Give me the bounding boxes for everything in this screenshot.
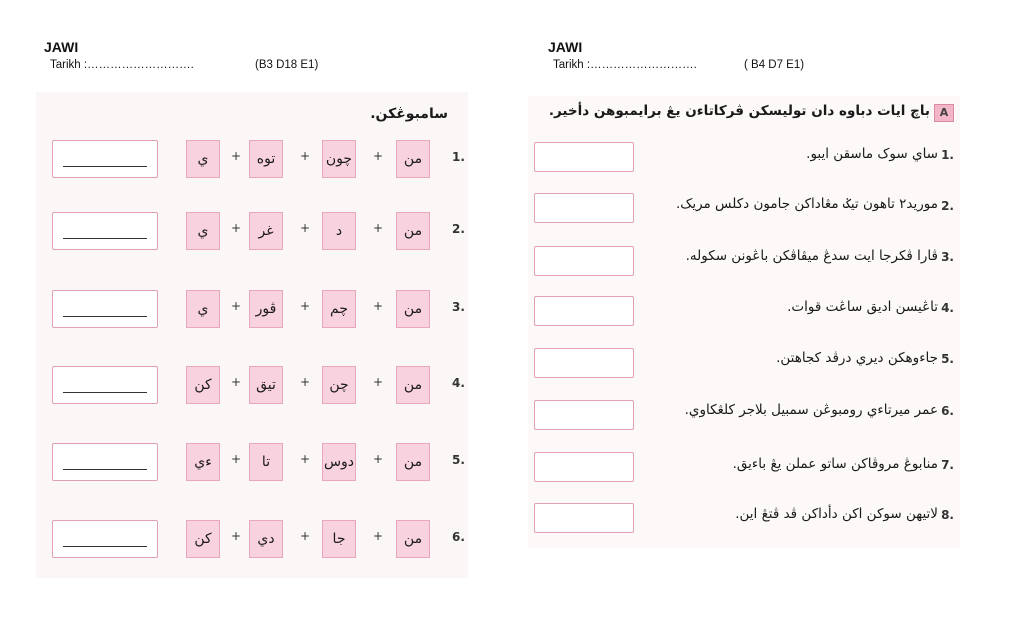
word-row (36, 443, 468, 483)
syllable-box: ءي (186, 443, 220, 481)
plus-sign: + (299, 299, 311, 313)
item-number: 2. (941, 199, 954, 213)
sentence-text: تاڠيسن اديق ساڠت قوات. (787, 299, 938, 315)
answer-box[interactable] (534, 193, 634, 223)
item-number: 6. (941, 404, 954, 418)
item-number: 5. (941, 352, 954, 366)
plus-sign: + (299, 221, 311, 235)
syllable-box: ي (186, 140, 220, 178)
row-number: 6. (452, 530, 465, 544)
syllable-box: من (396, 520, 430, 558)
item-number: 1. (941, 148, 954, 162)
word-row (36, 290, 468, 330)
syllable-box: من (396, 443, 430, 481)
sentence-text: ڤارا ڤكرجا ايت سدڠ ميڤاڤكن باڠونن سكوله. (685, 248, 938, 264)
plus-sign: + (230, 149, 242, 163)
item-number: 3. (941, 250, 954, 264)
word-row (36, 366, 468, 406)
item-number: 7. (941, 458, 954, 472)
left-date-label: Tarikh :………………………. (50, 59, 194, 71)
row-number: 4. (452, 376, 465, 390)
sentence-text: منابوڠ مروڤاكن ساتو عملن يڠ باءيق. (732, 456, 938, 472)
sentence-text: جاءوهكن ديري درڤد كجاهتن. (776, 350, 938, 366)
left-title: JAWI (44, 39, 79, 55)
plus-sign: + (372, 149, 384, 163)
plus-sign: + (372, 529, 384, 543)
answer-box[interactable] (52, 366, 158, 404)
syllable-box: تا (249, 443, 283, 481)
left-worksheet (36, 92, 468, 578)
answer-box[interactable] (534, 348, 634, 378)
syllable-box: توه (249, 140, 283, 178)
answer-box[interactable] (534, 296, 634, 326)
right-code: ( B4 D7 E1) (744, 59, 805, 71)
answer-box[interactable] (52, 290, 158, 328)
plus-sign: + (230, 529, 242, 543)
plus-sign: + (372, 452, 384, 466)
answer-box[interactable] (534, 452, 634, 482)
syllable-box: ي (186, 290, 220, 328)
answer-line (63, 469, 147, 470)
row-number: 2. (452, 222, 465, 236)
syllable-box: كن (186, 366, 220, 404)
plus-sign: + (299, 529, 311, 543)
answer-box[interactable] (52, 140, 158, 178)
syllable-box: ي (186, 212, 220, 250)
word-row (36, 140, 468, 180)
syllable-box: تيق (249, 366, 283, 404)
plus-sign: + (372, 299, 384, 313)
plus-sign: + (372, 375, 384, 389)
right-title: JAWI (548, 39, 583, 55)
answer-box[interactable] (534, 503, 634, 533)
plus-sign: + (230, 452, 242, 466)
answer-box[interactable] (52, 520, 158, 558)
syllable-box: غر (249, 212, 283, 250)
left-instruction: سامبوڠكن. (370, 106, 448, 122)
answer-box[interactable] (52, 443, 158, 481)
item-number: 4. (941, 301, 954, 315)
syllable-box: من (396, 290, 430, 328)
right-instruction: باچ ايات دباوه دان توليسكن ڤركاتاءن يڠ برايمبوهن دأخير. (548, 103, 930, 119)
sentence-text: ساي سوک ماسقن ايبو. (806, 146, 938, 162)
syllable-box: من (396, 140, 430, 178)
row-number: 3. (452, 300, 465, 314)
answer-line (63, 392, 147, 393)
sentence-text: عمر ميرتاءي رومبوڠن سمبيل بلاجر كلڠكاوي. (684, 402, 938, 418)
plus-sign: + (230, 375, 242, 389)
plus-sign: + (230, 299, 242, 313)
syllable-box: دي (249, 520, 283, 558)
word-row (36, 212, 468, 252)
left-code: (B3 D18 E1) (255, 59, 319, 71)
answer-line (63, 166, 147, 167)
section-badge: A (934, 104, 954, 122)
syllable-box: چون (322, 140, 356, 178)
syllable-box: چم (322, 290, 356, 328)
answer-box[interactable] (534, 246, 634, 276)
sentence-text: لاتيهن سوكن اكن دأداكن ڤد ڤتڠ اين. (735, 506, 938, 522)
syllable-box: جا (322, 520, 356, 558)
row-number: 5. (452, 453, 465, 467)
answer-line (63, 316, 147, 317)
syllable-box: چن (322, 366, 356, 404)
syllable-box: كن (186, 520, 220, 558)
syllable-box: دوس (322, 443, 356, 481)
row-number: 1. (452, 150, 465, 164)
sentence-text: موريد٢ تاهون تيݢ مڠاداكن جامون دكلس مريک. (675, 196, 938, 212)
item-number: 8. (941, 508, 954, 522)
plus-sign: + (299, 149, 311, 163)
answer-line (63, 238, 147, 239)
plus-sign: + (230, 221, 242, 235)
right-date-label: Tarikh :………………………. (553, 59, 697, 71)
syllable-box: ڤور (249, 290, 283, 328)
word-row (36, 520, 468, 560)
answer-line (63, 546, 147, 547)
right-worksheet (528, 96, 960, 548)
plus-sign: + (299, 375, 311, 389)
plus-sign: + (372, 221, 384, 235)
syllable-box: د (322, 212, 356, 250)
syllable-box: من (396, 366, 430, 404)
answer-box[interactable] (534, 142, 634, 172)
answer-box[interactable] (52, 212, 158, 250)
syllable-box: من (396, 212, 430, 250)
plus-sign: + (299, 452, 311, 466)
answer-box[interactable] (534, 400, 634, 430)
